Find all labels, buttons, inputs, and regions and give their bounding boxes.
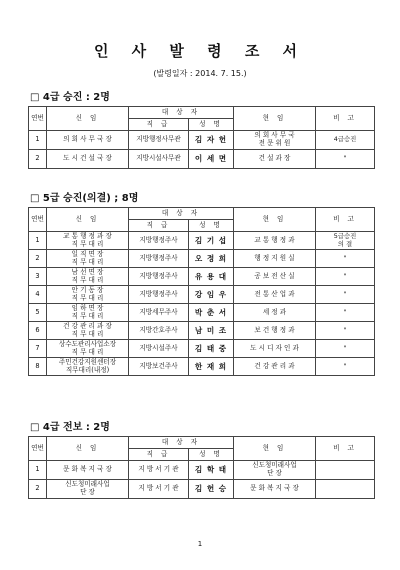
header-current: 현 임 <box>234 107 316 131</box>
name-cell: 강 임 우 <box>189 286 234 304</box>
section-heading: □ 5급 승진(의결) ; 8명 <box>30 193 139 204</box>
name-cell: 이 세 면 <box>189 150 234 169</box>
new-post-cell: 문 화 복 지 국 장 <box>47 461 129 480</box>
row-number: 7 <box>29 340 47 358</box>
row-number: 1 <box>29 461 47 480</box>
table-row <box>29 480 375 499</box>
header-name: 성 명 <box>189 449 234 461</box>
rank-cell: 지방간호주사 <box>129 322 189 340</box>
table-row <box>29 322 375 340</box>
new-post-cell: 일 직 면 장 직 무 대 리 <box>47 250 129 268</box>
new-post-cell: 안 기 동 장 직 무 대 리 <box>47 286 129 304</box>
header-new-post: 신 임 <box>47 208 129 232</box>
current-post-cell: 문 화 복 지 국 장 <box>234 480 316 499</box>
remark-cell: " <box>316 304 375 322</box>
header-target: 대 상 자 <box>129 107 234 119</box>
remark-cell: 4급승진 <box>316 131 375 150</box>
current-post-cell: 도 시 디 자 인 과 <box>234 340 316 358</box>
new-post-cell: 의 회 사 무 국 장 <box>47 131 129 150</box>
remark-cell: " <box>316 286 375 304</box>
appointment-table <box>28 207 375 376</box>
row-number: 1 <box>29 131 47 150</box>
name-cell: 한 재 희 <box>189 358 234 376</box>
header-name: 성 명 <box>189 220 234 232</box>
header-new-post: 신 임 <box>47 107 129 131</box>
header-rank: 직 급 <box>129 119 189 131</box>
section-heading: □ 4급 전보 : 2명 <box>30 422 110 433</box>
appointment-table <box>28 436 375 499</box>
name-cell: 김 헌 승 <box>189 480 234 499</box>
row-number: 2 <box>29 150 47 169</box>
current-post-cell: 건 강 관 리 과 <box>234 358 316 376</box>
remark-cell: " <box>316 268 375 286</box>
header-no: 연번 <box>29 107 47 131</box>
rank-cell: 지방세무주사 <box>129 304 189 322</box>
row-number: 4 <box>29 286 47 304</box>
table-row <box>29 268 375 286</box>
header-no: 연번 <box>29 437 47 461</box>
header-rank: 직 급 <box>129 449 189 461</box>
header-remark: 비 고 <box>316 208 375 232</box>
name-cell: 남 미 조 <box>189 322 234 340</box>
row-number: 1 <box>29 232 47 250</box>
new-post-cell: 교 통 행 정 과 장 직 무 대 리 <box>47 232 129 250</box>
header-current: 현 임 <box>234 437 316 461</box>
remark-cell: " <box>316 322 375 340</box>
current-post-cell: 보 건 행 정 과 <box>234 322 316 340</box>
rank-cell: 지방행정주사 <box>129 250 189 268</box>
rank-cell: 지방행정주사 <box>129 268 189 286</box>
rank-cell: 지방행정주사 <box>129 232 189 250</box>
issue-date: (발령일자 : 2014. 7. 15.) <box>153 69 247 78</box>
name-cell: 유 용 대 <box>189 268 234 286</box>
remark-cell: 5급승진 의 결 <box>316 232 375 250</box>
remark-cell <box>316 461 375 480</box>
row-number: 5 <box>29 304 47 322</box>
remark-cell: " <box>316 358 375 376</box>
current-post-cell: 행 정 지 원 실 <box>234 250 316 268</box>
current-post-cell: 공 보 전 산 실 <box>234 268 316 286</box>
new-post-cell: 주민건강지원센터장 직무대리(내정) <box>47 358 129 376</box>
row-number: 8 <box>29 358 47 376</box>
remark-cell: " <box>316 150 375 169</box>
table-row <box>29 131 375 150</box>
name-cell: 김 기 섭 <box>189 232 234 250</box>
name-cell: 김 학 태 <box>189 461 234 480</box>
rank-cell: 지방시설사무관 <box>129 150 189 169</box>
current-post-cell: 의 회 사 무 국 전 문 위 원 <box>234 131 316 150</box>
new-post-cell: 임 하 면 장 직 무 대 리 <box>47 304 129 322</box>
header-current: 현 임 <box>234 208 316 232</box>
current-post-cell: 건 설 과 장 <box>234 150 316 169</box>
current-post-cell: 세 정 과 <box>234 304 316 322</box>
page-number: 1 <box>197 540 203 548</box>
header-rank: 직 급 <box>129 220 189 232</box>
table-row <box>29 286 375 304</box>
header-no: 연번 <box>29 208 47 232</box>
current-post-cell: 교 통 행 정 과 <box>234 232 316 250</box>
document-title: 인 사 발 령 조 서 <box>93 42 307 60</box>
new-post-cell: 남 선 면 장 직 무 대 리 <box>47 268 129 286</box>
current-post-cell: 신도청미래사업 단 장 <box>234 461 316 480</box>
name-cell: 김 태 중 <box>189 340 234 358</box>
header-target: 대 상 자 <box>129 208 234 220</box>
table-row <box>29 232 375 250</box>
rank-cell: 지 방 서 기 관 <box>129 461 189 480</box>
name-cell: 박 춘 서 <box>189 304 234 322</box>
header-remark: 비 고 <box>316 437 375 461</box>
header-name: 성 명 <box>189 119 234 131</box>
table-row <box>29 150 375 169</box>
remark-cell: " <box>316 250 375 268</box>
header-remark: 비 고 <box>316 107 375 131</box>
appointment-table <box>28 106 375 169</box>
header-target: 대 상 자 <box>129 437 234 449</box>
section-heading: □ 4급 승진 : 2명 <box>30 92 110 103</box>
table-row <box>29 304 375 322</box>
remark-cell <box>316 480 375 499</box>
current-post-cell: 전 통 산 업 과 <box>234 286 316 304</box>
rank-cell: 지방보건주사 <box>129 358 189 376</box>
table-row <box>29 461 375 480</box>
rank-cell: 지방시설주사 <box>129 340 189 358</box>
table-row <box>29 358 375 376</box>
new-post-cell: 상수도관리사업소장 직 무 대 리 <box>47 340 129 358</box>
new-post-cell: 도 시 건 설 국 장 <box>47 150 129 169</box>
header-new-post: 신 임 <box>47 437 129 461</box>
row-number: 6 <box>29 322 47 340</box>
row-number: 3 <box>29 268 47 286</box>
rank-cell: 지방행정주사 <box>129 286 189 304</box>
row-number: 2 <box>29 480 47 499</box>
rank-cell: 지방행정사무관 <box>129 131 189 150</box>
rank-cell: 지 방 서 기 관 <box>129 480 189 499</box>
row-number: 2 <box>29 250 47 268</box>
remark-cell: " <box>316 340 375 358</box>
new-post-cell: 건 강 관 리 과 장 직 무 대 리 <box>47 322 129 340</box>
table-row <box>29 250 375 268</box>
new-post-cell: 신도청미래사업 단 장 <box>47 480 129 499</box>
table-row <box>29 340 375 358</box>
name-cell: 오 정 희 <box>189 250 234 268</box>
name-cell: 김 자 헌 <box>189 131 234 150</box>
